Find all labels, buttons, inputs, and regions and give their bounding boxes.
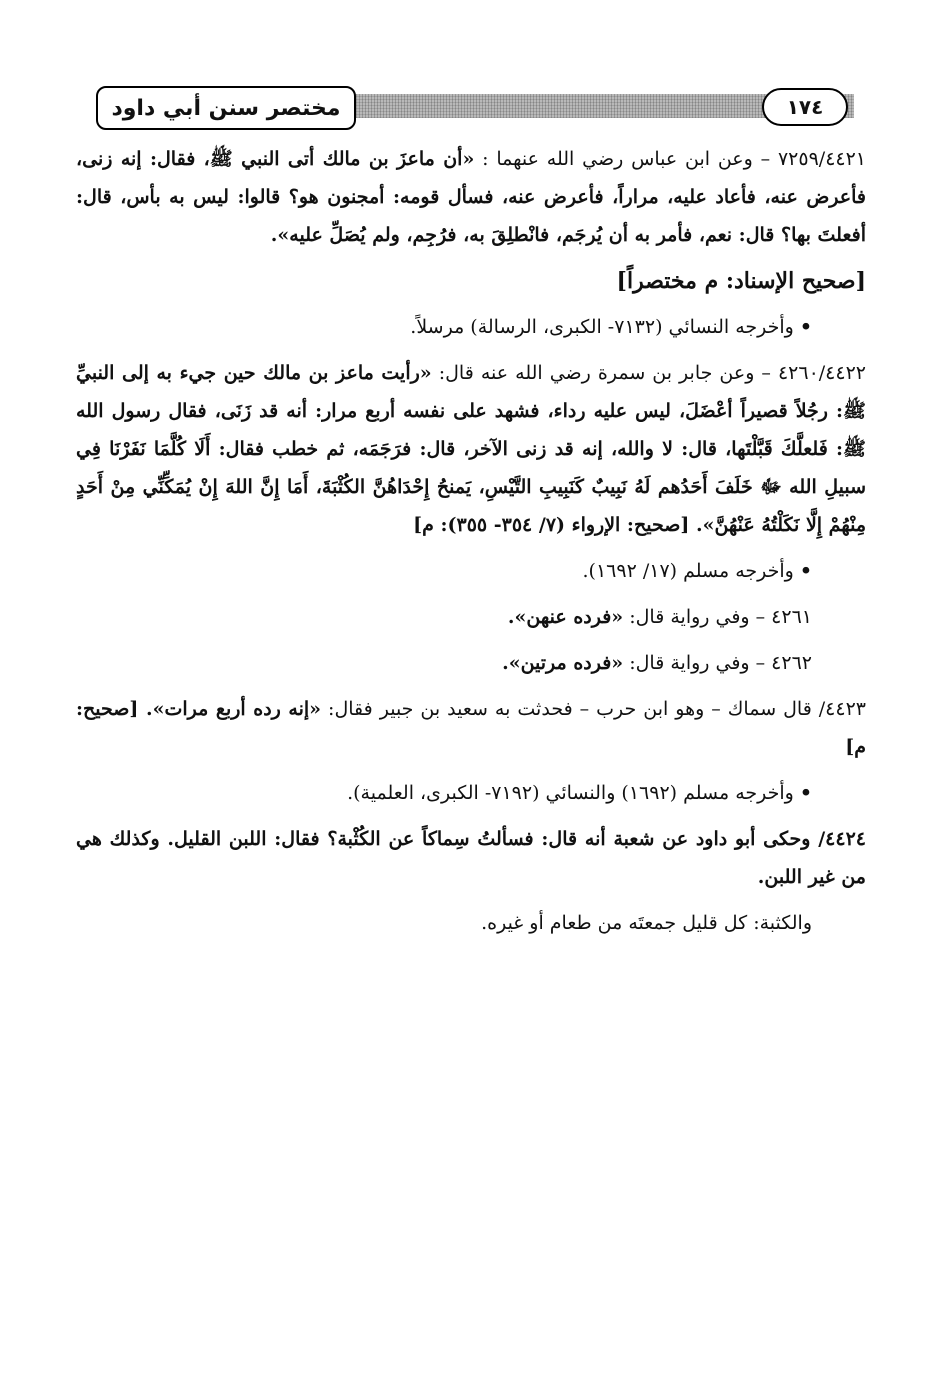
hadith-text: وحكى أبو داود عن شعبة أنه قال: فسألتُ سِماكاً عن الكُثْبة؟ فقال: اللبن القليل. وكذلك هي من غير اللبن.: [76, 828, 866, 888]
hadith-4422: [76, 354, 866, 544]
sub-narration-4262: [76, 644, 866, 682]
hadith-text: «رأيت ماعز بن مالك حين جيء به إلى النبيِّ ﷺ: رجُلاً قصيراً أعْضَلَ، ليس عليه رداء، فشهد على نفسه أربع مرار: أنه قد زَنَى، فقال رسول الله ﷺ: فَلعلَّكَ قَبَّلْتَها، قال: لا والله، إنه قد زنى الآخر، قال: فرَجَمَه، ثم خطب فقال: أَلَا كُلَّمَا نَفَرْنَا فِي سبيلِ الله ﷻ خَلَفَ أَحَدُهم لَهُ نَبِيبٌ كَنَبِيبِ التَّيْسِ، يَمنحُ إِحْدَاهُنَّ الكُثْبَةَ، أَمَا إِنَّ اللهَ إِنْ يُمَكِّنِّي مِنْ أَحَدٍ مِنْهُمْ إِلَّا نَكَلْتُهُ عَنْهُنَّ».: [76, 362, 866, 536]
hadith-narrator: – وعن ابن عباس رضي الله عنهما :: [474, 148, 778, 170]
sub-intro: – وفي رواية قال:: [623, 652, 772, 674]
hadith-narrator: – وعن جابر بن سمرة رضي الله عنه قال:: [431, 362, 778, 384]
note-text: وأخرجه مسلم (١٦٩٢) والنسائي (٧١٩٢- الكبرى، العلمية).: [347, 782, 794, 804]
sub-narration-4261: [76, 598, 866, 636]
hadith-grade: [صحيح: الإرواء (٧/ ٣٥٤- ٣٥٥): م]: [413, 514, 690, 536]
page-header: [94, 84, 866, 132]
bullet-icon: •: [799, 782, 812, 804]
hadith-4421: [76, 140, 866, 254]
hadith-grade: [صحيح الإسناد: م مختصراً]: [616, 268, 866, 294]
hadith-narrator: قال سماك – وهو ابن حرب – فحدثت به سعيد بن جبير فقال:: [321, 698, 819, 720]
hadith-number: ٤٤٢٤/: [818, 828, 866, 850]
takhrij-note: [76, 552, 866, 590]
hadith-grade: [صحيح: م]: [76, 698, 866, 758]
note-text: وأخرجه النسائي (٧١٣٢- الكبرى، الرسالة) مرسلاً.: [410, 316, 794, 338]
note-text: وأخرجه مسلم (١٧/ ١٦٩٢).: [582, 560, 794, 582]
book-title: مختصر سنن أبي داود: [96, 86, 356, 130]
page-number: ١٧٤: [762, 88, 848, 126]
sub-number: ٤٢٦١: [771, 606, 812, 628]
hadith-number: ٤٤٢٣/: [818, 698, 866, 720]
bullet-icon: •: [799, 316, 812, 338]
sub-number: ٤٢٦٢: [771, 652, 812, 674]
hadith-text: «أن ماعزَ بن مالك أتى النبي ﷺ، فقال: إنه زنى، فأعرض عنه، فأعاد عليه، مراراً، فأعرض عنه، فسأل قومه: أمجنون هو؟ قالوا: ليس به بأس، قال: أفعلتَ بها؟ قال: نعم، فأمر به أن يُرجَم، فانْطلِقَ به، فرُجِم، ولم يُصَلِّ عليه».: [76, 148, 866, 246]
hadith-number: ٧٢٥٩/٤٤٢١: [777, 148, 867, 170]
hadith-4424: [76, 820, 866, 896]
page-body: [76, 140, 866, 950]
hadith-number: ٤٢٦٠/٤٤٢٢: [777, 362, 866, 384]
hadith-text: «إنه رده أربع مرات».: [145, 698, 322, 720]
takhrij-note: [76, 774, 866, 812]
hadith-4423: [76, 690, 866, 766]
sub-text: «فرده مرتين».: [502, 652, 624, 674]
sub-text: «فرده عنهن».: [507, 606, 624, 628]
definition: والكثبة: كل قليل جمعتَه من طعام أو غيره.: [481, 912, 812, 934]
sub-intro: – وفي رواية قال:: [623, 606, 772, 628]
bullet-icon: •: [799, 560, 812, 582]
takhrij-note: [76, 308, 866, 346]
